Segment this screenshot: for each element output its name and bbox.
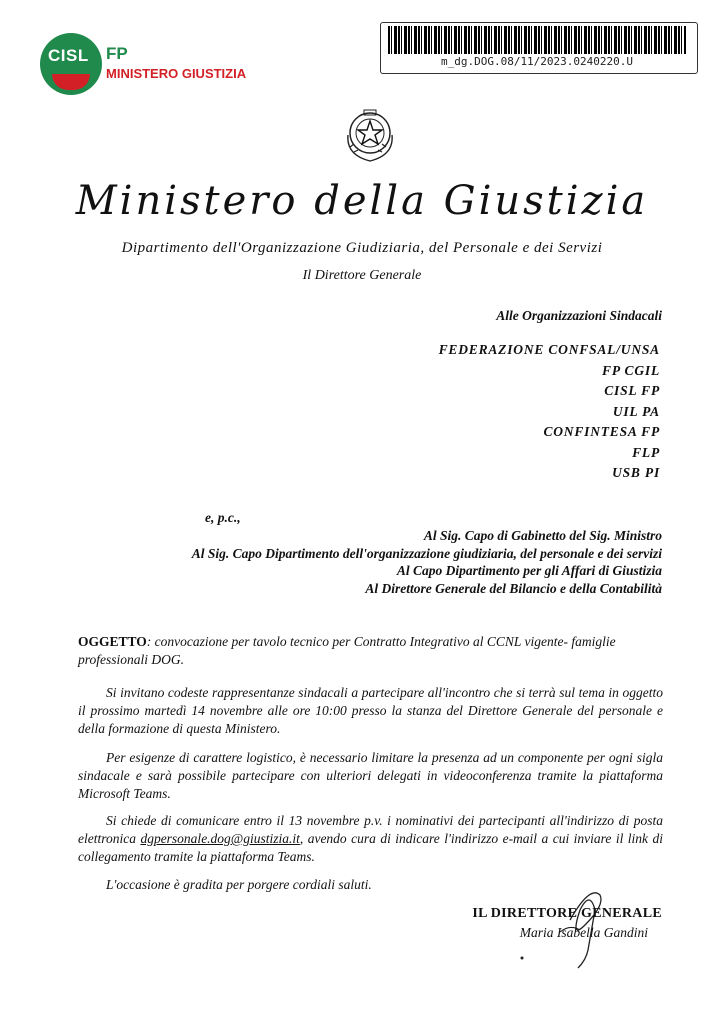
ministry-name: Ministero della Giustizia	[75, 178, 649, 224]
recipient-list	[330, 340, 660, 484]
department-name: Dipartimento dell'Organizzazione Giudiziaria, del Personale e dei Servizi	[121, 240, 603, 256]
cc-item: Al Sig. Capo Dipartimento dell'organizzazione giudiziaria, del personale e dei servizi	[191, 545, 662, 561]
recipient: FLP	[632, 444, 660, 460]
signature-name: Maria Isabella Gandini	[519, 925, 648, 940]
signature-title: IL DIRETTORE GENERALE	[472, 906, 662, 921]
logo-brand: CISL	[48, 46, 89, 65]
protocol-code: m_dg.DOG.08/11/2023.0240220.U	[440, 55, 634, 68]
body-paragraph-3	[78, 812, 663, 866]
logo-subtitle: MINISTERO GIUSTIZIA	[106, 66, 247, 81]
subject-text: : convocazione per tavolo tecnico per Contratto Integrativo al CCNL vigente- famiglie professionali DOG.	[78, 634, 616, 667]
italian-emblem-icon	[340, 105, 400, 167]
recipient: CONFINTESA FP	[543, 424, 660, 439]
recipient: USB PI	[612, 465, 660, 480]
closing-line: L'occasione è gradita per porgere cordiali saluti.	[106, 877, 372, 892]
recipient: CISL FP	[604, 383, 660, 398]
recipient: FP CGIL	[602, 362, 660, 378]
addressee-intro: Alle Organizzazioni Sindacali	[496, 308, 662, 323]
body-paragraph-1: Si invitano codeste rappresentanze sindacali a partecipare all'incontro che si terrà sul tema in oggetto il prossimo martedì 14 novembre alle ore 10:00 presso la stanza del Direttore Generale del personale e della formazione di questa Ministero.	[78, 685, 663, 736]
recipient: FEDERAZIONE CONFSAL/UNSA	[438, 342, 660, 357]
cc-item: Al Direttore Generale del Bilancio e della Contabilità	[365, 580, 662, 596]
subject	[78, 633, 663, 669]
p3-text-after: , avendo cura di indicare l'indirizzo e-mail a cui inviare il link di collegamento tramite la piattaforma Teams.	[78, 831, 663, 864]
barcode	[388, 26, 686, 54]
cc-item: Al Sig. Capo di Gabinetto del Sig. Ministro	[423, 528, 662, 543]
body-paragraph-2: Per esigenze di carattere logistico, è necessario limitare la presenza ad un componente per ogni sigla sindacale e sarà possibile partecipare con ulteriori delegati in videoconferenza tramite la piattaforma Microsoft Teams.	[78, 750, 663, 801]
cc-label: e, p.c.,	[205, 510, 241, 525]
logo-suffix: FP	[106, 44, 128, 63]
recipient: UIL PA	[612, 403, 660, 419]
cc-item: Al Capo Dipartimento per gli Affari di Giustizia	[396, 563, 662, 578]
cc-list	[80, 527, 662, 597]
office-name: Il Direttore Generale	[302, 268, 422, 283]
email-link[interactable]: dgpersonale.dog@giustizia.it	[140, 831, 300, 846]
p3-text-before: Si chiede di comunicare entro il 13 novembre p.v. i nominativi dei partecipanti all'indirizzo di posta elettronica	[78, 813, 663, 846]
subject-label: OGGETTO	[78, 634, 147, 649]
